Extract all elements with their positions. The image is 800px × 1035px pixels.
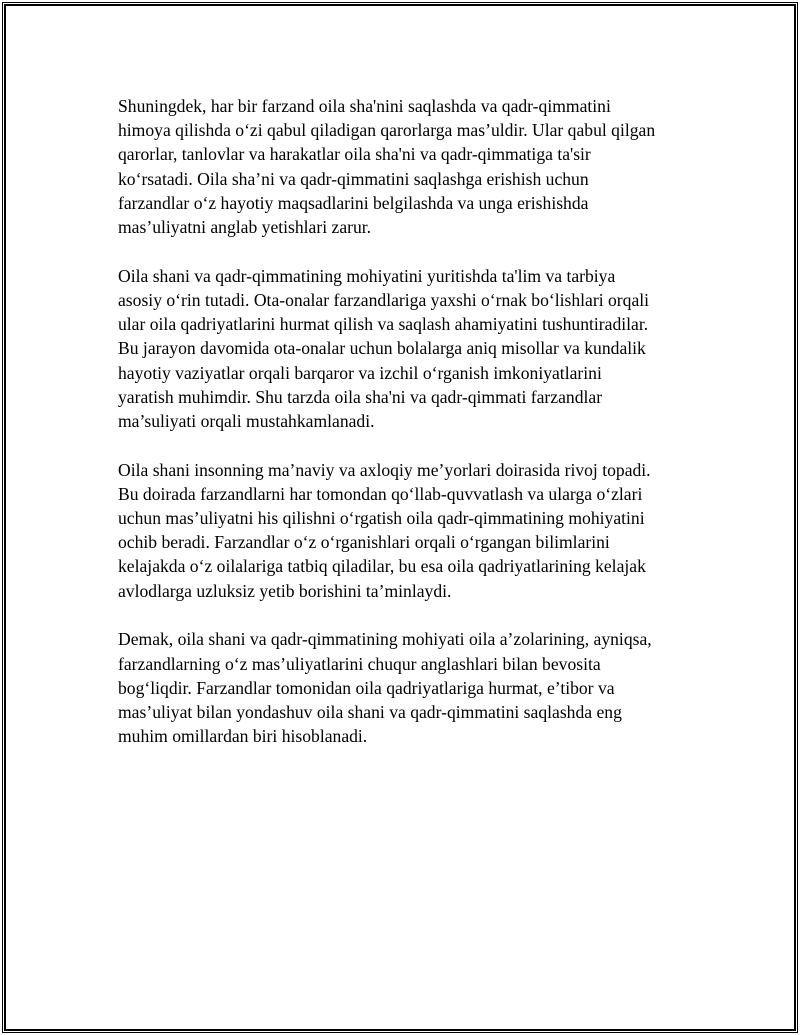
paragraph-4: Demak, oila shani va qadr-qimmatining mohiyati oila a’zolarining, ayniqsa, farzandlarning o‘z mas’uliyatlarini chuqur anglashlari bilan bevosita bog‘liqdir. Farzandlar tomonidan oila qadriyatlariga hurmat, e’tibor va mas’uliyat bilan yondashuv oila shani va qadr-qimmatini saqlashda eng muhim omillardan biri hisoblanadi. (118, 629, 652, 747)
paragraph-2: Oila shani va qadr-qimmatining mohiyatini yuritishda ta'lim va tarbiya asosiy o‘rin tutadi. Ota-onalar farzandlariga yaxshi o‘rnak bo‘lishlari orqali ular oila qadriyatlarini hurmat qilish va saqlash ahamiyatini tushuntiradilar. Bu jarayon davomida ota-onalar uchun bolalarga aniq misollar va kundalik hayotiy vaziyatlar orqali barqaror va izchil o‘rganish imkoniyatlarini yaratish muhimdir. Shu tarzda oila sha'ni va qadr-qimmati farzandlar ma’suliyati orqali mustahkamlanadi. (118, 265, 650, 431)
document-body (118, 94, 698, 773)
paragraph-3: Oila shani insonning ma’naviy va axloqiy me’yorlari doirasida rivoj topadi. Bu doirada farzandlarni har tomondan qo‘llab-quvvatlash va ularga o‘zlari uchun mas’uliyatni his qilishni o‘rgatish oila qadr-qimmatining mohiyatini ochib beradi. Farzandlar o‘z o‘rganishlari orqali o‘rgangan bilimlarini kelajakda o‘z oilalariga tatbiq qiladilar, bu esa oila qadriyatlarining kelajak avlodlarga uzluksiz yetib borishini ta’minlaydi. (118, 459, 651, 601)
paragraph-1: Shuningdek, har bir farzand oila sha'nini saqlashda va qadr-qimmatini himoya qilishda o‘zi qabul qiladigan qarorlarga mas’uldir. Ular qabul qilgan qarorlar, tanlovlar va harakatlar oila sha'ni va qadr-qimmatiga ta'sir ko‘rsatadi. Oila sha’ni va qadr-qimmatini saqlashga erishish uchun farzandlar o‘z hayotiy maqsadlarini belgilashda va unga erishishda mas’uliyatni anglab yetishlari zarur. (118, 96, 656, 238)
